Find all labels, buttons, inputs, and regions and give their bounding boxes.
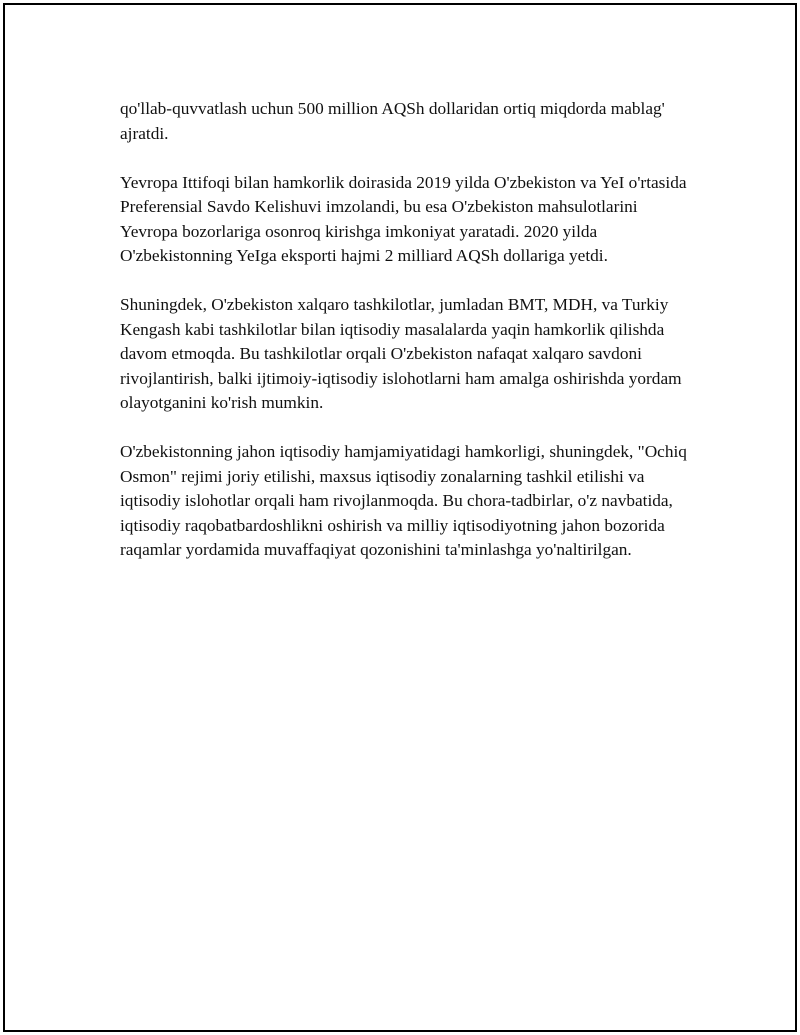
document-body [120, 97, 695, 587]
paragraph-2: Yevropa Ittifoqi bilan hamkorlik doirasida 2019 yilda O'zbekiston va YeI o'rtasida Preferensial Savdo Kelishuvi imzolandi, bu esa O'zbekiston mahsulotlarini Yevropa bozorlariga osonroq kirishga imkoniyat yaratadi. 2020 yilda O'zbekistonning YeIga eksporti hajmi 2 milliard AQSh dollariga yetdi. [120, 172, 687, 265]
document-page [3, 3, 797, 1032]
paragraph-4: O'zbekistonning jahon iqtisodiy hamjamiyatidagi hamkorligi, shuningdek, "Ochiq Osmon" rejimi joriy etilishi, maxsus iqtisodiy zonalarning tashkil etilishi va iqtisodiy islohotlar orqali ham rivojlanmoqda. Bu chora-tadbirlar, o'z navbatida, iqtisodiy raqobatbardoshlikni oshirish va milliy iqtisodiyotning jahon bozorida raqamlar yordamida muvaffaqiyat qozonishini ta'minlashga yo'naltirilgan. [120, 442, 687, 559]
paragraph-1: qo'llab-quvvatlash uchun 500 million AQSh dollaridan ortiq miqdorda mablag' ajratdi. [120, 99, 665, 143]
paragraph-3: Shuningdek, O'zbekiston xalqaro tashkilotlar, jumladan BMT, MDH, va Turkiy Kengash kabi tashkilotlar bilan iqtisodiy masalalarda yaqin hamkorlik qilishda davom etmoqda. Bu tashkilotlar orqali O'zbekiston nafaqat xalqaro savdoni rivojlantirish, balki ijtimoiy-iqtisodiy islohotlarni ham amalga oshirishda yordam olayotganini ko'rish mumkin. [120, 295, 682, 412]
